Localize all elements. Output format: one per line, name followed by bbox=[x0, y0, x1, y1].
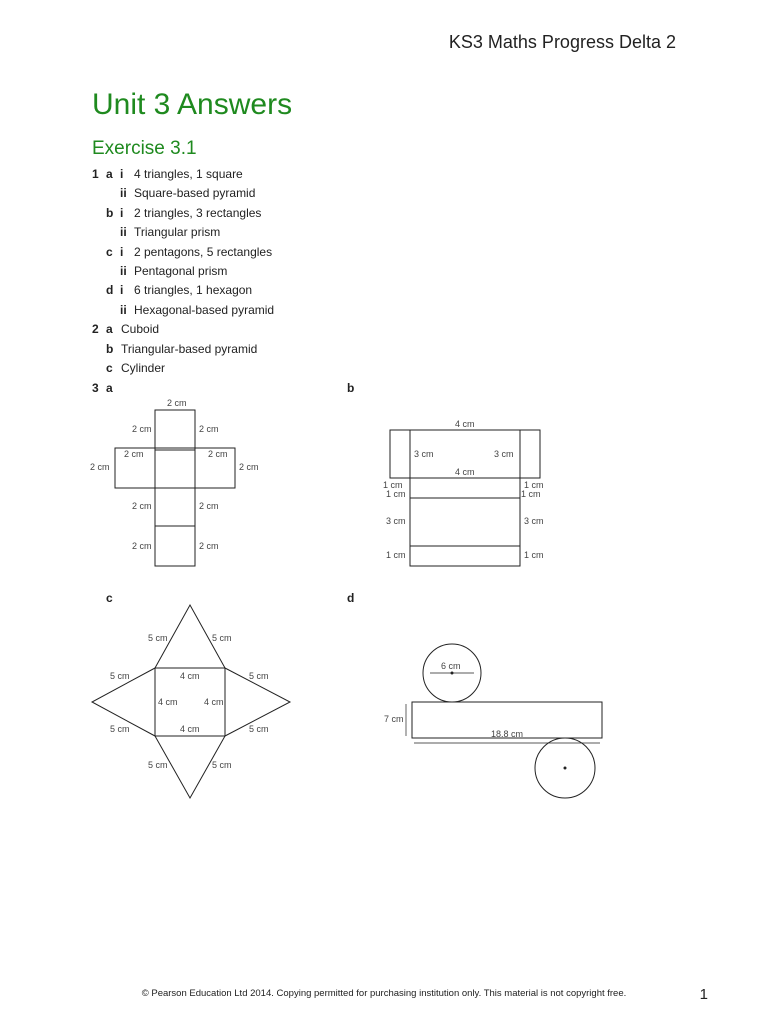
dimension-label: 4 cm bbox=[180, 671, 200, 681]
dimension-label: 2 cm bbox=[208, 449, 228, 459]
dimension-label: 2 cm bbox=[132, 501, 152, 511]
pyramid-net bbox=[92, 605, 290, 798]
dimension-label: 1 cm bbox=[383, 480, 403, 490]
dimension-label: 7 cm bbox=[384, 714, 404, 724]
dimension-label: 5 cm bbox=[212, 760, 232, 770]
dimension-label: 2 cm bbox=[124, 449, 144, 459]
cuboid-net bbox=[390, 430, 540, 566]
dimension-label: 5 cm bbox=[249, 724, 269, 734]
dimension-label: 1 cm bbox=[521, 489, 541, 499]
dimension-label: 5 cm bbox=[249, 671, 269, 681]
page-number: 1 bbox=[699, 986, 708, 1003]
dimension-label: 4 cm bbox=[180, 724, 200, 734]
dimension-label: 2 cm bbox=[199, 501, 219, 511]
dimension-label: 2 cm bbox=[199, 424, 219, 434]
dimension-label: 2 cm bbox=[90, 462, 110, 472]
dimension-label: 5 cm bbox=[148, 760, 168, 770]
copyright-footer: © Pearson Education Ltd 2014. Copying permitted for purchasing institution only. This material is not copyright free. bbox=[141, 988, 627, 999]
part-d-label: d bbox=[347, 591, 355, 605]
part-a-label: a bbox=[106, 381, 113, 395]
dimension-label: 2 cm bbox=[132, 541, 152, 551]
header-title: KS3 Maths Progress Delta 2 bbox=[448, 32, 676, 52]
dimension-label: 2 cm bbox=[167, 398, 187, 408]
dimension-label: 4 cm bbox=[204, 697, 224, 707]
question-3-number: 3 bbox=[92, 381, 99, 395]
page-title: Unit 3 Answers bbox=[92, 88, 293, 121]
dimension-label: 1 cm bbox=[524, 480, 544, 490]
dimension-label: 4 cm bbox=[455, 467, 475, 477]
dimension-label: 3 cm bbox=[414, 449, 434, 459]
dimension-label: 5 cm bbox=[110, 671, 130, 681]
dimension-label: 1 cm bbox=[386, 550, 406, 560]
part-c-label: c bbox=[106, 591, 113, 605]
dimension-label: 3 cm bbox=[494, 449, 514, 459]
dimension-label: 3 cm bbox=[524, 516, 544, 526]
dimension-label: 4 cm bbox=[158, 697, 178, 707]
dimension-label: 5 cm bbox=[212, 633, 232, 643]
cylinder-net bbox=[406, 644, 602, 798]
exercise-heading: Exercise 3.1 bbox=[92, 138, 197, 159]
part-b-label: b bbox=[347, 381, 355, 395]
dimension-label: 5 cm bbox=[148, 633, 168, 643]
dimension-label: 1 cm bbox=[524, 550, 544, 560]
dimension-label: 5 cm bbox=[110, 724, 130, 734]
dimension-label: 2 cm bbox=[132, 424, 152, 434]
dimension-label: 18.8 cm bbox=[491, 729, 524, 739]
dimension-label: 1 cm bbox=[386, 489, 406, 499]
dimension-label: 6 cm bbox=[441, 661, 461, 671]
dimension-label: 4 cm bbox=[455, 419, 475, 429]
dimension-label: 2 cm bbox=[199, 541, 219, 551]
dimension-label: 2 cm bbox=[239, 462, 259, 472]
dimension-label: 3 cm bbox=[386, 516, 406, 526]
